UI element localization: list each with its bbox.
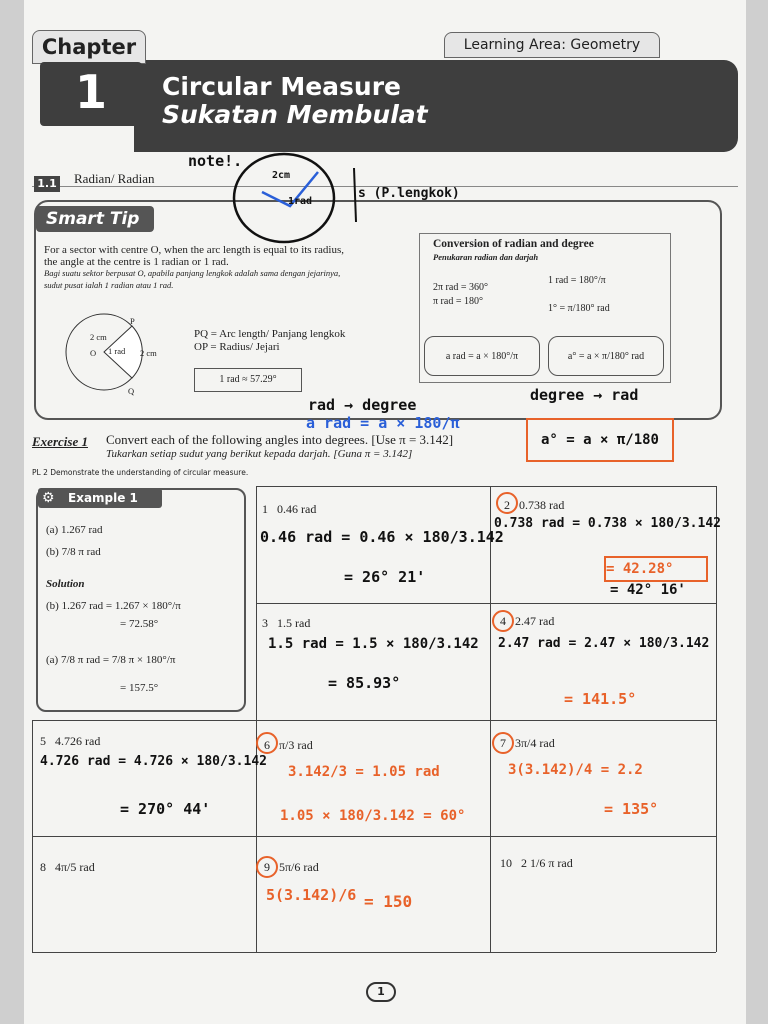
eq-2pi: 2π rad = 360° <box>433 282 488 293</box>
question-4: 4 2.47 rad <box>500 614 555 628</box>
grid-line <box>32 836 716 837</box>
hw-degree-to-rad: degree → rad <box>530 386 639 404</box>
hw-answer-2c: = 42° 16' <box>610 582 686 598</box>
eq-1deg: 1° = π/180° rad <box>548 303 610 314</box>
grid-line <box>32 952 716 953</box>
pl-note: PL 2 Demonstrate the understanding of circular measure. <box>32 468 249 477</box>
formula-deg-to-rad: a° = a × π/180° rad <box>548 336 664 376</box>
hw-answer-1a: 0.46 rad = 0.46 × 180/3.142 <box>260 528 504 546</box>
hw-answer-3b: = 85.93° <box>328 674 401 692</box>
grid-line <box>256 486 716 487</box>
tip-line2: the angle at the centre is 1 radian or 1 rad. <box>44 256 229 268</box>
hw-answer-2a: 0.738 rad = 0.738 × 180/3.142 <box>494 516 721 531</box>
exercise-instruction: Convert each of the following angles into degrees. [Use π = 3.142] <box>106 432 454 447</box>
hw-circle-mark <box>492 610 514 632</box>
hw-circle-top: 2cm <box>272 170 291 181</box>
example-tag: Example 1 <box>38 488 162 508</box>
hw-note: note!. <box>188 152 243 170</box>
solution-label: Solution <box>46 578 85 590</box>
hw-answer-1b: = 26° 21' <box>344 568 426 586</box>
grid-line <box>256 603 716 604</box>
hw-circle-mark <box>256 732 278 754</box>
approx-box: 1 rad ≈ 57.29° <box>194 368 302 392</box>
solution-1: (b) 1.267 rad = 1.267 × 180°/π <box>46 600 181 612</box>
grid-line <box>32 720 33 952</box>
hw-answer-7b: = 135° <box>604 800 659 818</box>
question-5: 5 4.726 rad <box>40 734 101 748</box>
hw-boxed-formula: a° = a × π/180 <box>526 418 674 462</box>
label-p: P <box>130 316 135 326</box>
label-angle: 1 rad <box>108 346 126 356</box>
hw-circle-inner: 1rad <box>288 196 313 207</box>
pq-definition: PQ = Arc length/ Panjang lengkok <box>194 328 346 340</box>
hw-circle-mark <box>256 856 278 878</box>
label-o: O <box>90 348 97 358</box>
chapter-number: 1 <box>40 62 142 126</box>
solution-2: = 72.58° <box>120 618 159 630</box>
grid-line <box>490 486 491 952</box>
hw-answer-6a: 3.142/3 = 1.05 rad <box>288 764 440 780</box>
hw-answer-6b: 1.05 × 180/3.142 = 60° <box>280 808 466 824</box>
label-radius1: 2 cm <box>90 332 107 342</box>
hw-rad-to-degree: rad → degree <box>308 396 417 414</box>
gear-icon: ⚙ <box>42 490 55 506</box>
smart-tip-tag: Smart Tip <box>36 206 154 232</box>
title-english: Circular Measure <box>162 72 402 101</box>
question-2: 2 0.738 rad <box>504 498 565 512</box>
example-b: (b) 7/8 π rad <box>46 546 101 558</box>
page-number: 1 <box>366 982 396 1002</box>
op-definition: OP = Radius/ Jejari <box>194 341 280 353</box>
hw-answer-9a: 5(3.142)/6 <box>266 886 357 904</box>
tip-ms1: Bagi suatu sektor berpusat O, apabila panjang lengkok adalah sama dengan jejarinya, <box>44 268 341 278</box>
hw-answer-5a: 4.726 rad = 4.726 × 180/3.142 <box>40 754 267 769</box>
grid-line <box>716 486 717 952</box>
question-8: 8 4π/5 rad <box>40 860 95 874</box>
tip-ms2: sudut pusat ialah 1 radian atau 1 rad. <box>44 280 174 290</box>
section-number: 1.1 <box>34 176 60 192</box>
exercise-instruction-ms: Tukarkan setiap sudut yang berikut kepada darjah. [Guna π = 3.142] <box>106 448 413 460</box>
exercise-label: Exercise 1 <box>32 434 88 449</box>
label-q: Q <box>128 386 135 396</box>
tip-line1: For a sector with centre O, when the arc length is equal to its radius, <box>44 244 344 256</box>
section-title: Radian/ Radian <box>74 171 155 186</box>
formula-rad-to-deg: a rad = a × 180°/π <box>424 336 540 376</box>
eq-1rad: 1 rad = 180°/π <box>548 275 606 286</box>
question-3: 3 1.5 rad <box>262 616 311 630</box>
question-7: 7 3π/4 rad <box>500 736 555 750</box>
question-6: 6 π/3 rad <box>264 738 313 752</box>
hw-answer-4b: = 141.5° <box>564 690 637 708</box>
hw-answer-4a: 2.47 rad = 2.47 × 180/3.142 <box>498 636 710 651</box>
learning-area-tab: Learning Area: Geometry <box>444 32 660 58</box>
grid-line <box>32 720 716 721</box>
conversion-title: Conversion of radian and degree <box>433 238 594 250</box>
hw-blue-formula: a rad = a × 180/π <box>306 414 460 432</box>
question-10: 10 2 1/6 π rad <box>500 856 573 870</box>
conversion-subtitle: Penukaran radian dan darjah <box>433 252 539 262</box>
title-malay: Sukatan Membulat <box>162 100 428 129</box>
hw-answer-3a: 1.5 rad = 1.5 × 180/3.142 <box>268 636 479 652</box>
workbook-page <box>24 0 746 1024</box>
question-9: 9 5π/6 rad <box>264 860 319 874</box>
hw-answer-9b: = 150 <box>364 892 413 911</box>
solution-4: = 157.5° <box>120 682 159 694</box>
hw-arc-label: s (P.lengkok) <box>358 186 460 201</box>
hw-circle-mark <box>492 732 514 754</box>
hw-answer-7a: 3(3.142)/4 = 2.2 <box>508 762 643 778</box>
label-radius2: 2 cm <box>140 348 157 358</box>
hw-answer-5b: = 270° 44' <box>120 800 211 818</box>
example-a: (a) 1.267 rad <box>46 524 103 536</box>
hw-answer-2b: = 42.28° <box>604 556 708 582</box>
solution-3: (a) 7/8 π rad = 7/8 π × 180°/π <box>46 654 176 666</box>
chapter-tab: Chapter <box>32 30 146 64</box>
hw-circle-mark <box>496 492 518 514</box>
question-1: 1 0.46 rad <box>262 502 317 516</box>
eq-pi: π rad = 180° <box>433 296 483 307</box>
